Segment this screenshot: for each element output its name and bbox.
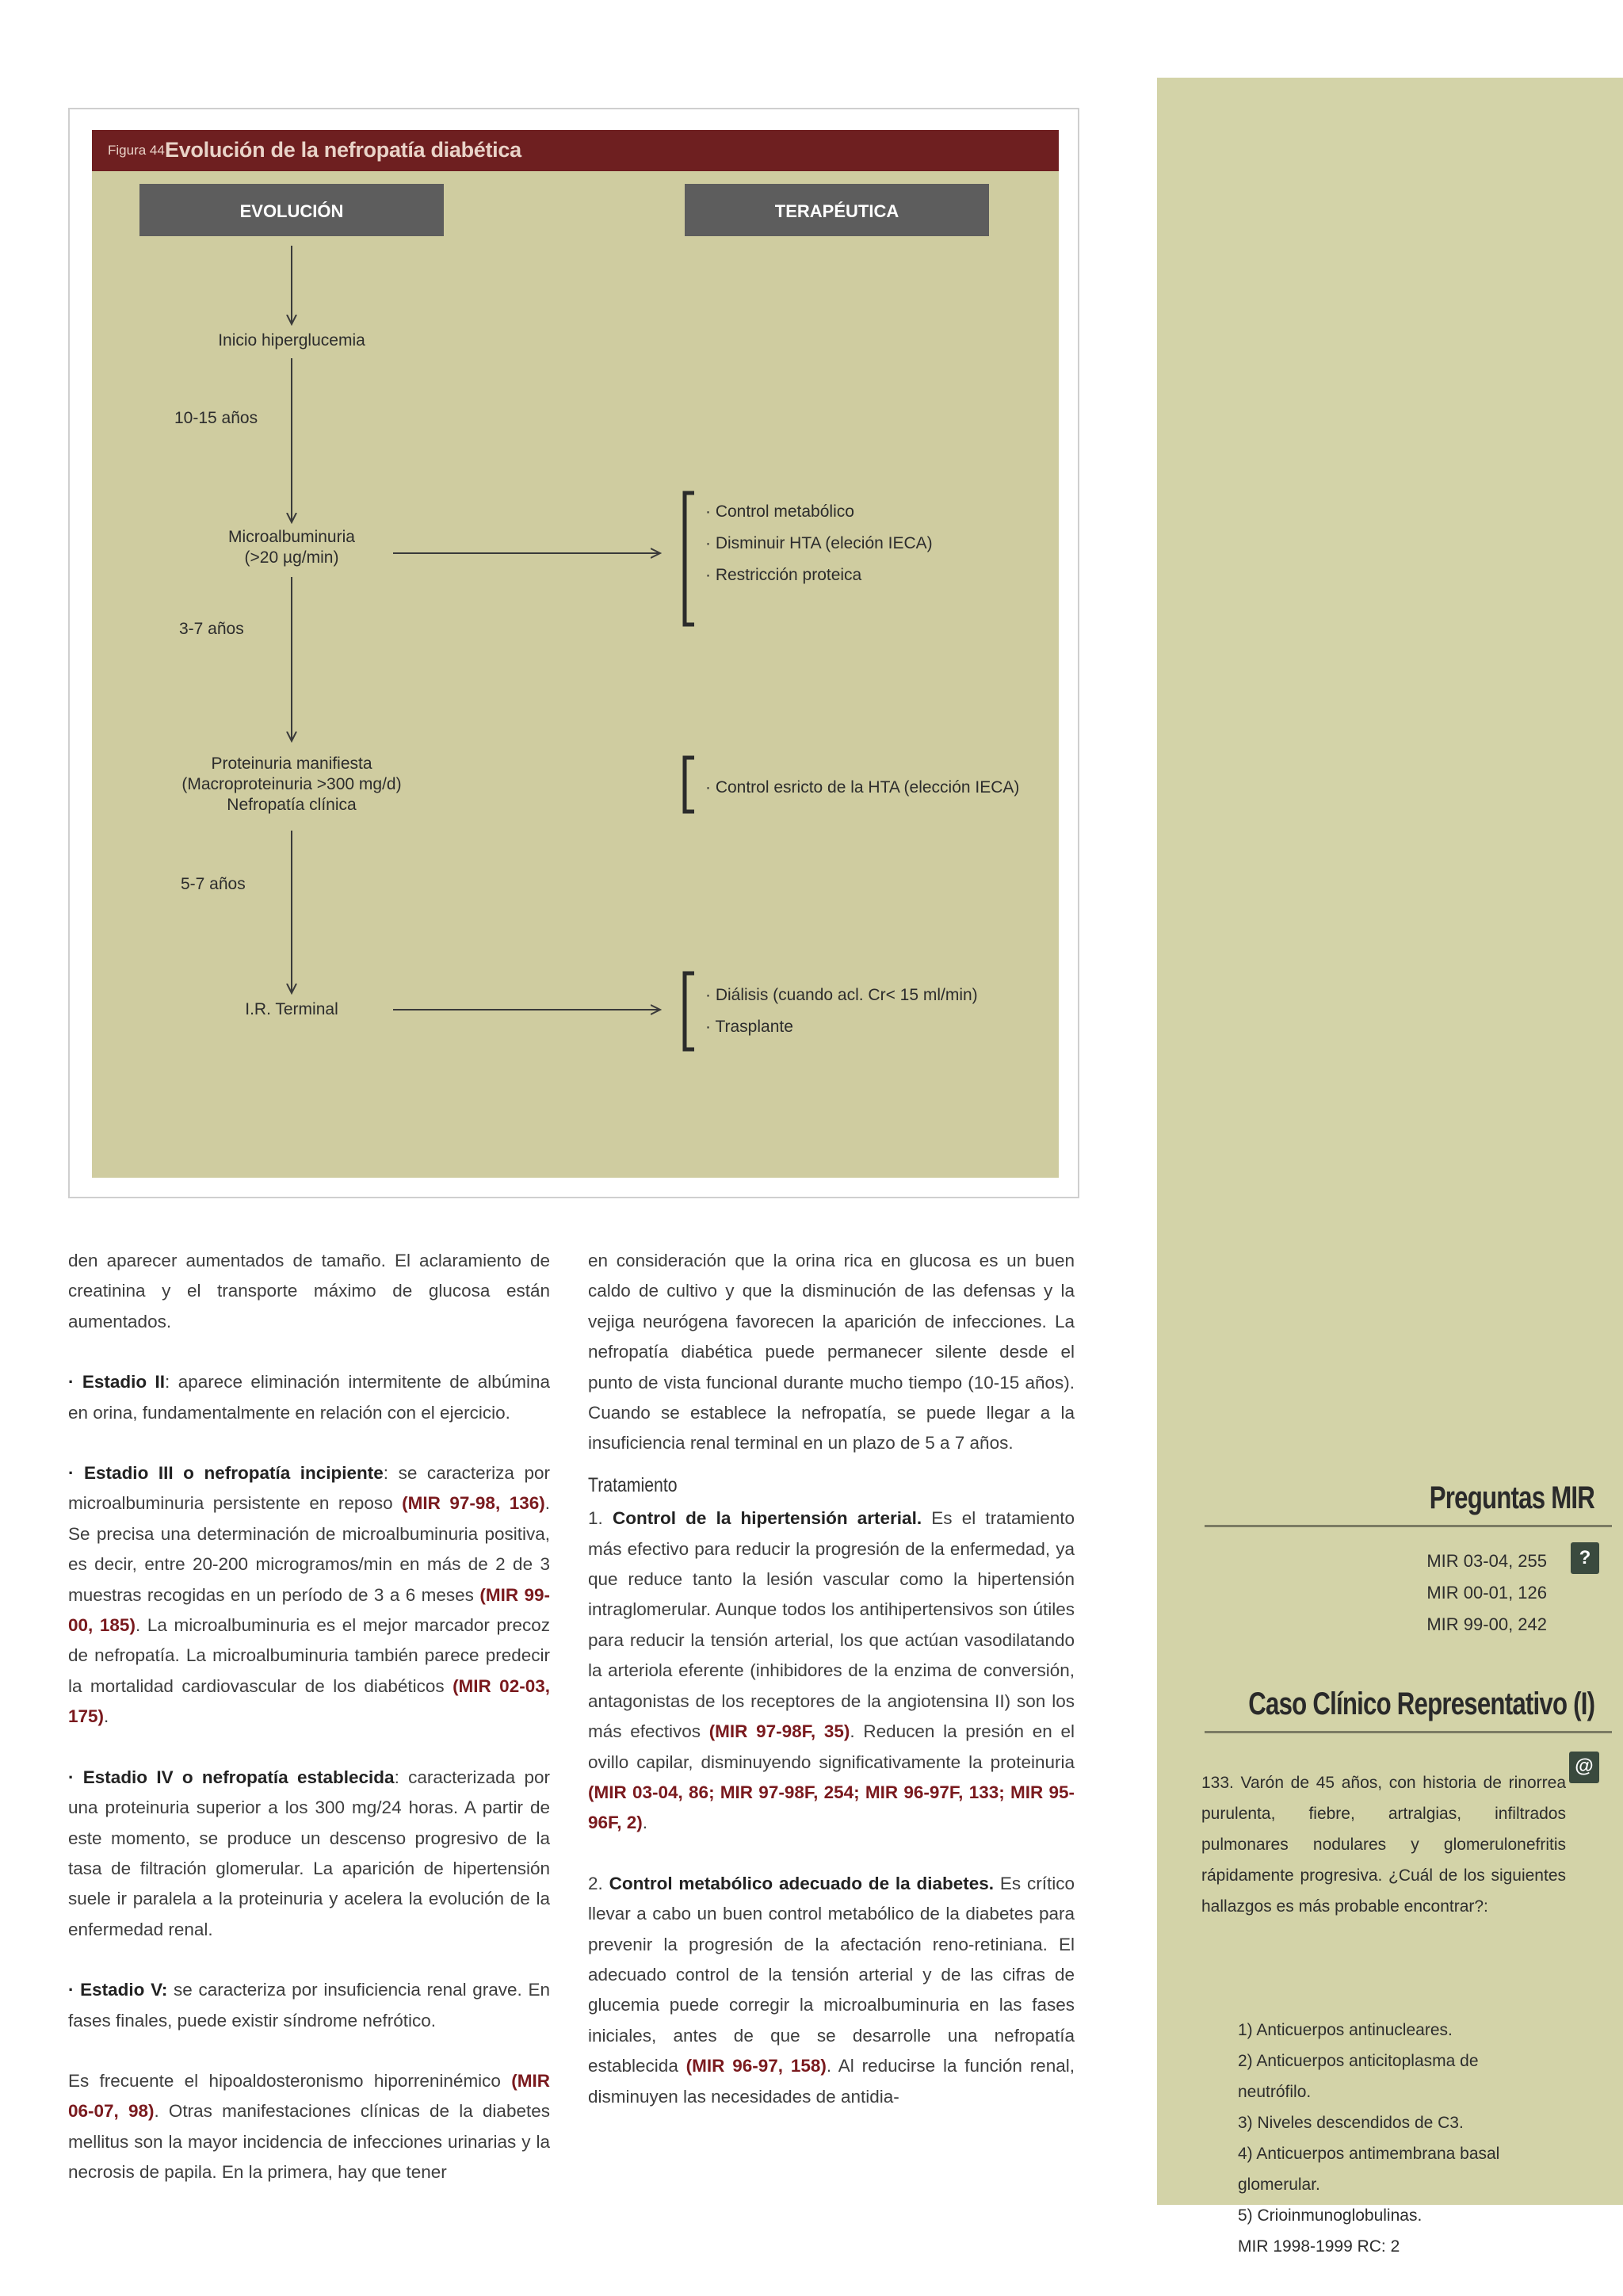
mir-reference: (MIR 02-03, 175) <box>68 1675 550 1727</box>
nefropatia-clinica: Nefropatía clínica <box>227 796 357 814</box>
answer-option: 2) Anticuerpos anticitoplasma de neutrófilo. <box>1238 2052 1479 2101</box>
answer-option: 3) Niveles descendidos de C3. <box>1238 2114 1464 2132</box>
mir-reference: (MIR 99-00, 185) <box>68 1584 550 1636</box>
preguntas-mir-title: Preguntas MIR <box>1429 1480 1594 1515</box>
tx-ir-2: · Trasplante <box>705 1018 793 1036</box>
flow-diagram <box>92 171 1059 1178</box>
tx-micro-1: · Control metabólico <box>705 502 854 521</box>
treatment-1: 1. Control de la hipertensión arterial. Es el tratamiento más efectivo para reducir la progresión de la enfermedad, ya que reduce tanto la lesión vascular como la hipertensión intraglomerular. Aunque todos los antihipertensivos son útiles para reducir la tensión arterial, los que actúan vasodilatando la arteriola eferente (inhibidores de la enzima de conversión, antagonistas de los receptores de la angiotensina II) son los más efectivos (MIR 97-98F, 35). Reducen la presión en el ovillo capilar, disminuyendo significativamente la proteinuria (MIR 03-04, 86; MIR 97-98F, 254; MIR 96-97F, 133; MIR 95-96F, 2). <box>588 1508 1075 1833</box>
bracket-prot <box>685 758 694 812</box>
figure-header <box>92 130 1059 171</box>
treatment-2-label: Control metabólico adecuado de la diabetes. <box>609 1873 995 1893</box>
time-5-7: 5-7 años <box>181 875 246 893</box>
figure-diagram <box>92 171 1059 1178</box>
paragraph: Es frecuente el hipoaldosteronismo hiporreninémico (MIR 06-07, 98). Otras manifestaciones clínicas de la diabetes mellitus son la mayor incidencia de infecciones urinarias y la necrosis de papila. En la primera, hay que tener <box>68 2070 550 2183</box>
figure-44 <box>68 108 1079 1198</box>
caso-options <box>1238 2015 1539 2262</box>
answer-option: 1) Anticuerpos antinucleares. <box>1238 2021 1453 2039</box>
preguntas-list <box>1426 1545 1547 1641</box>
estadio-ii: · Estadio II: aparece eliminación intermitente de albúmina en orina, fundamentalmente en relación con el ejercicio. <box>68 1372 550 1423</box>
question-icon: ? <box>1571 1542 1599 1574</box>
divider <box>1205 1525 1612 1527</box>
paragraph: en consideración que la orina rica en glucosa es un buen caldo de cultivo y que la disminución de las defensas y la vejiga neurógena favorecen la aparición de infecciones. La nefropatía diabética puede permanecer silente desde el punto de vista funcional durante mucho tiempo (10-15 años). Cuando se establece la nefropatía, se puede llegar a la insuficiencia renal terminal en un plazo de 5 a 7 años. <box>588 1251 1075 1454</box>
caso-clinico-text: 133. Varón de 45 años, con historia de rinorrea purulenta, fiebre, artralgias, infiltrados pulmonares nodulares y glomerulonefritis rápidamente progresiva. ¿Cuál de los siguientes hallazgos es más probable encontrar?: <box>1201 1774 1566 1916</box>
figure-number: Figura 44 <box>108 143 165 158</box>
estadio-v: · Estadio V: se caracteriza por insuficiencia renal grave. En fases finales, puede existir síndrome nefrótico. <box>68 1980 550 2030</box>
treatment-1-label: Control de la hipertensión arterial. <box>612 1508 922 1529</box>
inicio-hiperglucemia: Inicio hiperglucemia <box>218 331 365 350</box>
tx-prot: · Control esricto de la HTA (elección IECA) <box>705 778 1020 797</box>
bracket-micro <box>685 493 694 625</box>
microalbuminuria-value: (>20 µg/min) <box>244 548 339 567</box>
time-3-7: 3-7 años <box>179 620 244 638</box>
estadio-ii-label: · Estadio II <box>68 1372 166 1392</box>
terapeutica-label: TERAPÉUTICA <box>774 201 899 221</box>
estadio-iv-label: · Estadio IV o nefropatía establecida <box>68 1767 395 1787</box>
paragraph: den aparecer aumentados de tamaño. El aclaramiento de creatinina y el transporte máximo de glucosa están aumentados. <box>68 1251 550 1331</box>
estadio-iii-label: · Estadio III o nefropatía incipiente <box>68 1463 384 1484</box>
divider <box>1205 1731 1612 1733</box>
caso-clinico-title: Caso Clínico Representativo (I) <box>1248 1687 1594 1721</box>
sidebar <box>1157 78 1623 2256</box>
treatment-2: 2. Control metabólico adecuado de la diabetes. Es crítico llevar a cabo un buen control metabólico de la diabetes para prevenir la progresión de la afectación reno-retiniana. El adecuado control de la tensión arterial y de las cifras de glucemia puede corregir la microalbuminuria en las fases iniciales, antes de que se desarrolle una nefropatía establecida (MIR 96-97, 158). Al reducirse la función renal, disminuyen las necesidades de antidia- <box>588 1873 1075 2107</box>
mir-reference: (MIR 97-98F, 35) <box>708 1721 850 1742</box>
figure-title: Evolución de la nefropatía diabética <box>165 138 521 162</box>
caso-reference: MIR 1998-1999 RC: 2 <box>1238 2237 1400 2256</box>
evolucion-label: EVOLUCIÓN <box>239 201 344 221</box>
proteinuria: Proteinuria manifiesta <box>211 755 372 773</box>
section-heading-tratamiento: Tratamiento <box>588 1473 678 1496</box>
mir-reference: (MIR 96-97, 158) <box>685 2056 827 2076</box>
at-icon: @ <box>1569 1752 1599 1783</box>
microalbuminuria: Microalbuminuria <box>228 528 355 546</box>
pregunta-ref[interactable]: MIR 00-01, 126 <box>1426 1583 1547 1603</box>
mir-reference: (MIR 03-04, 86; MIR 97-98F, 254; MIR 96-97F, 133; MIR 95-96F, 2) <box>588 1782 1075 1833</box>
mir-reference: (MIR 06-07, 98) <box>68 2070 550 2122</box>
estadio-v-label: · Estadio V: <box>68 1980 168 2000</box>
macroproteinuria: (Macroproteinuria >300 mg/d) <box>181 775 402 793</box>
pregunta-ref[interactable]: MIR 03-04, 255 <box>1426 1551 1547 1571</box>
bracket-ir <box>685 973 694 1049</box>
estadio-iv: · Estadio IV o nefropatía establecida: caracterizada por una proteinuria superior a los 300 mg/24 horas. A partir de este momento, se produce un descenso progresivo de la tasa de filtración glomerular. La aparición de hipertensión suele ir paralela a la proteinuria y acelera la evolución de la enfermedad renal. <box>68 1767 550 1939</box>
mir-reference: (MIR 97-98, 136) <box>402 1493 545 1514</box>
answer-option: 5) Crioinmunoglobulinas. <box>1238 2206 1423 2225</box>
pregunta-ref[interactable]: MIR 99-00, 242 <box>1426 1614 1547 1634</box>
text-column-left <box>68 1246 550 2188</box>
tx-micro-2: · Disminuir HTA (eleción IECA) <box>705 534 933 552</box>
tx-ir-1: · Diálisis (cuando acl. Cr< 15 ml/min) <box>705 986 978 1004</box>
tx-micro-3: · Restricción proteica <box>705 566 862 584</box>
estadio-iii: · Estadio III o nefropatía incipiente: se caracteriza por microalbuminuria persistente en reposo (MIR 97-98, 136). Se precisa una determinación de microalbuminuria positiva, es decir, entre 20-200 microgramos/min en más de 2 de 3 muestras recogidas en un período de 3 a 6 meses (MIR 99-00, 185). La microalbuminuria es el mejor marcador precoz de nefropatía. La microalbuminuria también parece predecir la mortalidad cardiovascular de los diabéticos (MIR 02-03, 175). <box>68 1463 550 1727</box>
text-column-right <box>588 1246 1075 2112</box>
answer-option: 4) Anticuerpos antimembrana basal glomerular. <box>1238 2145 1500 2194</box>
ir-terminal: I.R. Terminal <box>245 1000 338 1018</box>
time-10-15: 10-15 años <box>174 409 258 427</box>
